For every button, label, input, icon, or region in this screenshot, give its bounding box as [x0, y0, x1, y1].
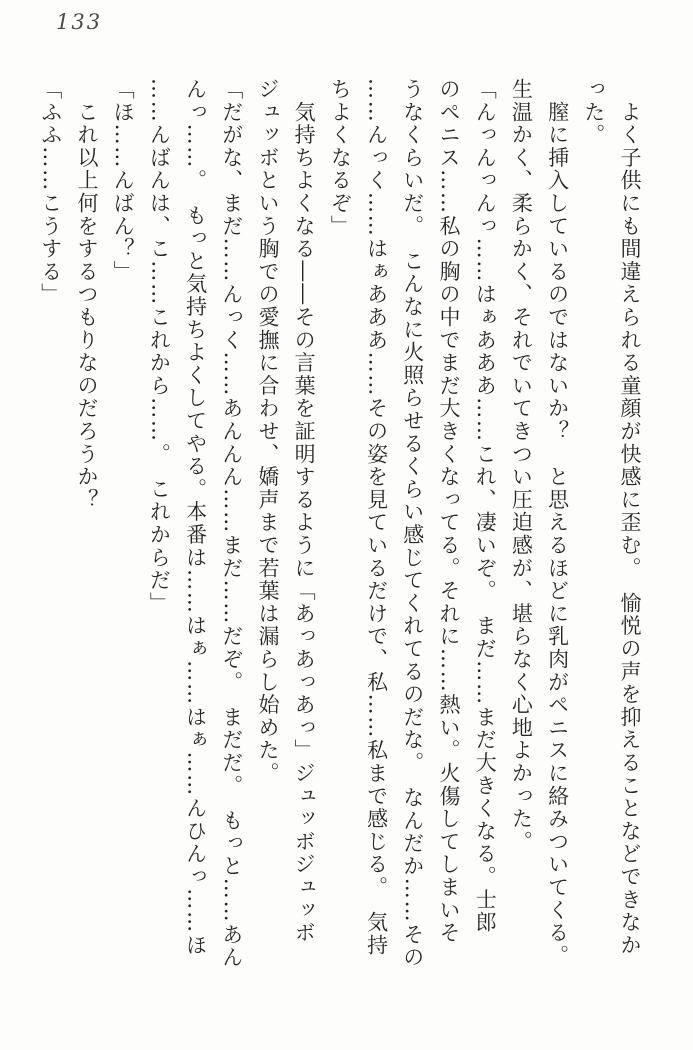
text-line: 「ほ……んばん？」 [111, 78, 136, 284]
text-line: これ以上何をするつもりなのだろうか？ [74, 78, 99, 512]
text-line: ジュッボという胸での愛撫に合わせ、嬌声まで若葉は漏らし始めた。 [255, 78, 280, 785]
text-line: ちよくなるぞ」 [328, 78, 353, 238]
text-line: 生温かく、柔らかく、それでいてきつい圧迫感が、堪らなく心地よかった。 [509, 78, 534, 854]
text-line: 膣に挿入しているのではないか？ と思えるほどに乳肉がペニスに絡みついてくる。 [545, 78, 570, 968]
text-line: った。 [581, 78, 606, 147]
text-line: 「ふふ……こうする」 [38, 78, 63, 306]
text-line: ……んばんは、こ……これから……。 これからだ」 [147, 78, 172, 615]
text-line: よく子供にも間違えられる童顔が快感に歪む。 愉悦の声を抑えることなどできなか [618, 78, 642, 957]
page-number: 133 [56, 10, 103, 34]
text-line: 「だがな、まだ……んっく……あんんん……まだ……だぞ。 まだだ。 もっと……あん [219, 78, 244, 969]
text-line: のペニス……私の胸の中でまだ大きくなってる。それに……熱い。火傷してしまいそ [436, 78, 461, 945]
text-line: 「んっんっんっ……はぁあああ……これ、凄いぞ。 まだ……まだ大きくなる。士郎 [473, 78, 498, 934]
page-text [33, 78, 648, 996]
text-line: ……んっく……はぁあああ……その姿を見ているだけで、私……私まで感じる。 気持 [364, 78, 389, 957]
text-line: 気持ちよくなる――その言葉を証明するように「あっあっあっ」ジュッボジュッボ [292, 78, 317, 945]
text-line: うなくらいだ。 こんなに火照らせるくらい感じてくれてるのだな。 なんだか……その [400, 78, 425, 969]
text-line: んっ……。 もっと気持ちよくしてやる。本番は……はぁ……はぁ……んひんっ……ほ [183, 78, 208, 957]
